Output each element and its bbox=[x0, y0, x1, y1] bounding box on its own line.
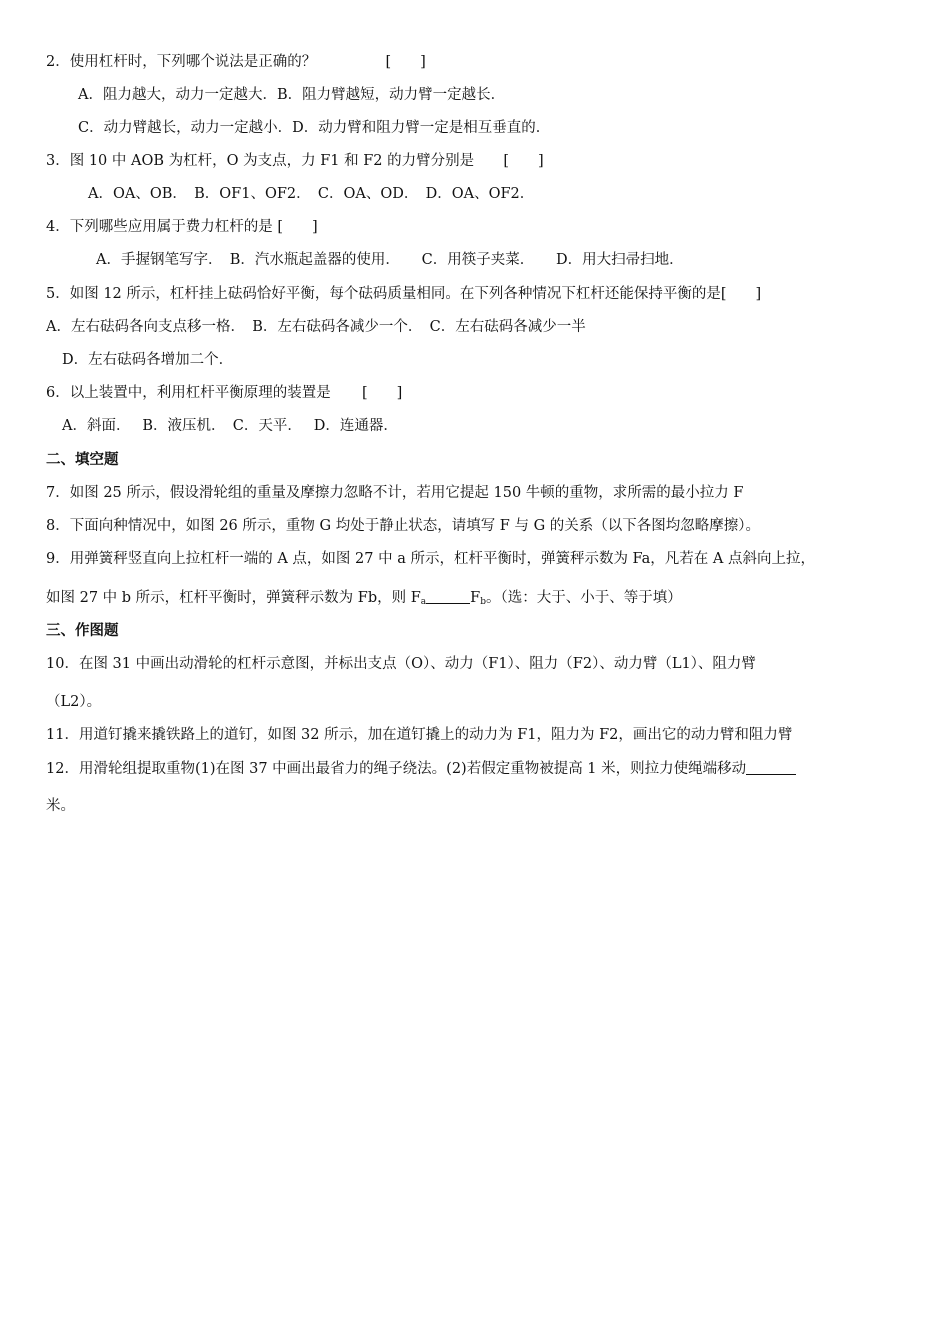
question-2-text: 2．使用杠杆时，下列哪个说法是正确的？ bbox=[46, 54, 317, 70]
question-12-line-1 bbox=[46, 753, 796, 786]
question-3-text: 3．图 10 中 AOB 为杠杆，O 为支点，力 F1 和 F2 的力臂分别是 bbox=[46, 153, 475, 169]
question-5-stem: 5．如图 12 所示，杠杆挂上砝码恰好平衡，每个砝码质量相同。在下列各种情况下杠杆还能保持平衡的是[ ] bbox=[46, 286, 762, 302]
answer-bracket: [ ] bbox=[385, 54, 426, 70]
question-6-options: A．斜面． B．液压机． C．天平． D．连通器． bbox=[62, 418, 398, 434]
question-2-stem bbox=[46, 46, 426, 79]
answer-blank[interactable] bbox=[746, 758, 796, 775]
subscript-b: b bbox=[480, 597, 486, 607]
question-7: 7．如图 25 所示，假设滑轮组的重量及摩擦力忽略不计，若用它提起 150 牛顿的重物，求所需的最小拉力 F bbox=[46, 485, 744, 501]
question-4-options: A．手握钢笔写字． B．汽水瓶起盖器的使用． C．用筷子夹菜． D．用大扫帚扫地． bbox=[96, 252, 684, 268]
question-10-line-1: 10．在图 31 中画出动滑轮的杠杆示意图，并标出支点（O）、动力（F1）、阻力（F2）、动力臂（L1）、阻力臂 bbox=[46, 656, 756, 672]
question-3-options: A．OA、OB． B．OF1、OF2． C．OA、OD． D．OA、OF2． bbox=[88, 186, 535, 202]
question-12-line-2: 米。 bbox=[46, 798, 75, 814]
question-9-line-1: 9．用弹簧秤竖直向上拉杠杆一端的 A 点，如图 27 中 a 所示，杠杆平衡时，弹簧秤示数为 Fa，凡若在 A 点斜向上拉， bbox=[46, 551, 815, 567]
question-2-options-ab: A．阻力越大，动力一定越大．B．阻力臂越短，动力臂一定越长． bbox=[78, 87, 506, 103]
question-9-text: 如图 27 中 b 所示，杠杆平衡时，弹簧秤示数为 Fb，则 F bbox=[46, 590, 421, 606]
answer-blank[interactable] bbox=[426, 587, 470, 604]
question-9-suffix: 。（选：大于、小于、等于填） bbox=[486, 590, 682, 606]
answer-bracket: [ ] bbox=[503, 153, 544, 169]
question-5-option-d: D．左右砝码各增加二个． bbox=[62, 352, 234, 368]
question-3-stem bbox=[46, 145, 544, 178]
question-11: 11．用道钉撬来撬铁路上的道钉，如图 32 所示，加在道钉撬上的动力为 F1，阻力为 F2，画出它的动力臂和阻力臂 bbox=[46, 727, 793, 743]
question-9-line-2 bbox=[46, 582, 682, 619]
question-8: 8．下面向种情况中，如图 26 所示，重物 G 均处于静止状态，请填写 F 与 G 的关系（以下各图均忽略摩擦）。 bbox=[46, 518, 761, 534]
subscript-a: a bbox=[420, 597, 427, 607]
question-12-text: 12．用滑轮组提取重物(1)在图 37 中画出最省力的绳子绕法。(2)若假定重物被提高 1 米，则拉力使绳端移动 bbox=[46, 761, 747, 777]
question-6-stem bbox=[46, 377, 402, 410]
question-10-line-2: （L2）。 bbox=[46, 694, 102, 710]
question-4-stem: 4．下列哪些应用属于费力杠杆的是 [ ] bbox=[46, 219, 318, 235]
question-5-options-abc: A．左右砝码各向支点移一格． B．左右砝码各减少一个． C．左右砝码各减少一半 bbox=[46, 319, 586, 335]
section-heading-drawing: 三、作图题 bbox=[46, 623, 119, 639]
question-6-text: 6．以上装置中，利用杠杆平衡原理的装置是 bbox=[46, 385, 331, 401]
question-2-options-cd: C．动力臂越长，动力一定越小．D．动力臂和阻力臂一定是相互垂直的． bbox=[78, 120, 551, 136]
answer-bracket: [ ] bbox=[361, 385, 403, 401]
section-heading-fill-in: 二、填空题 bbox=[46, 452, 119, 468]
question-9-f: F bbox=[470, 590, 481, 606]
